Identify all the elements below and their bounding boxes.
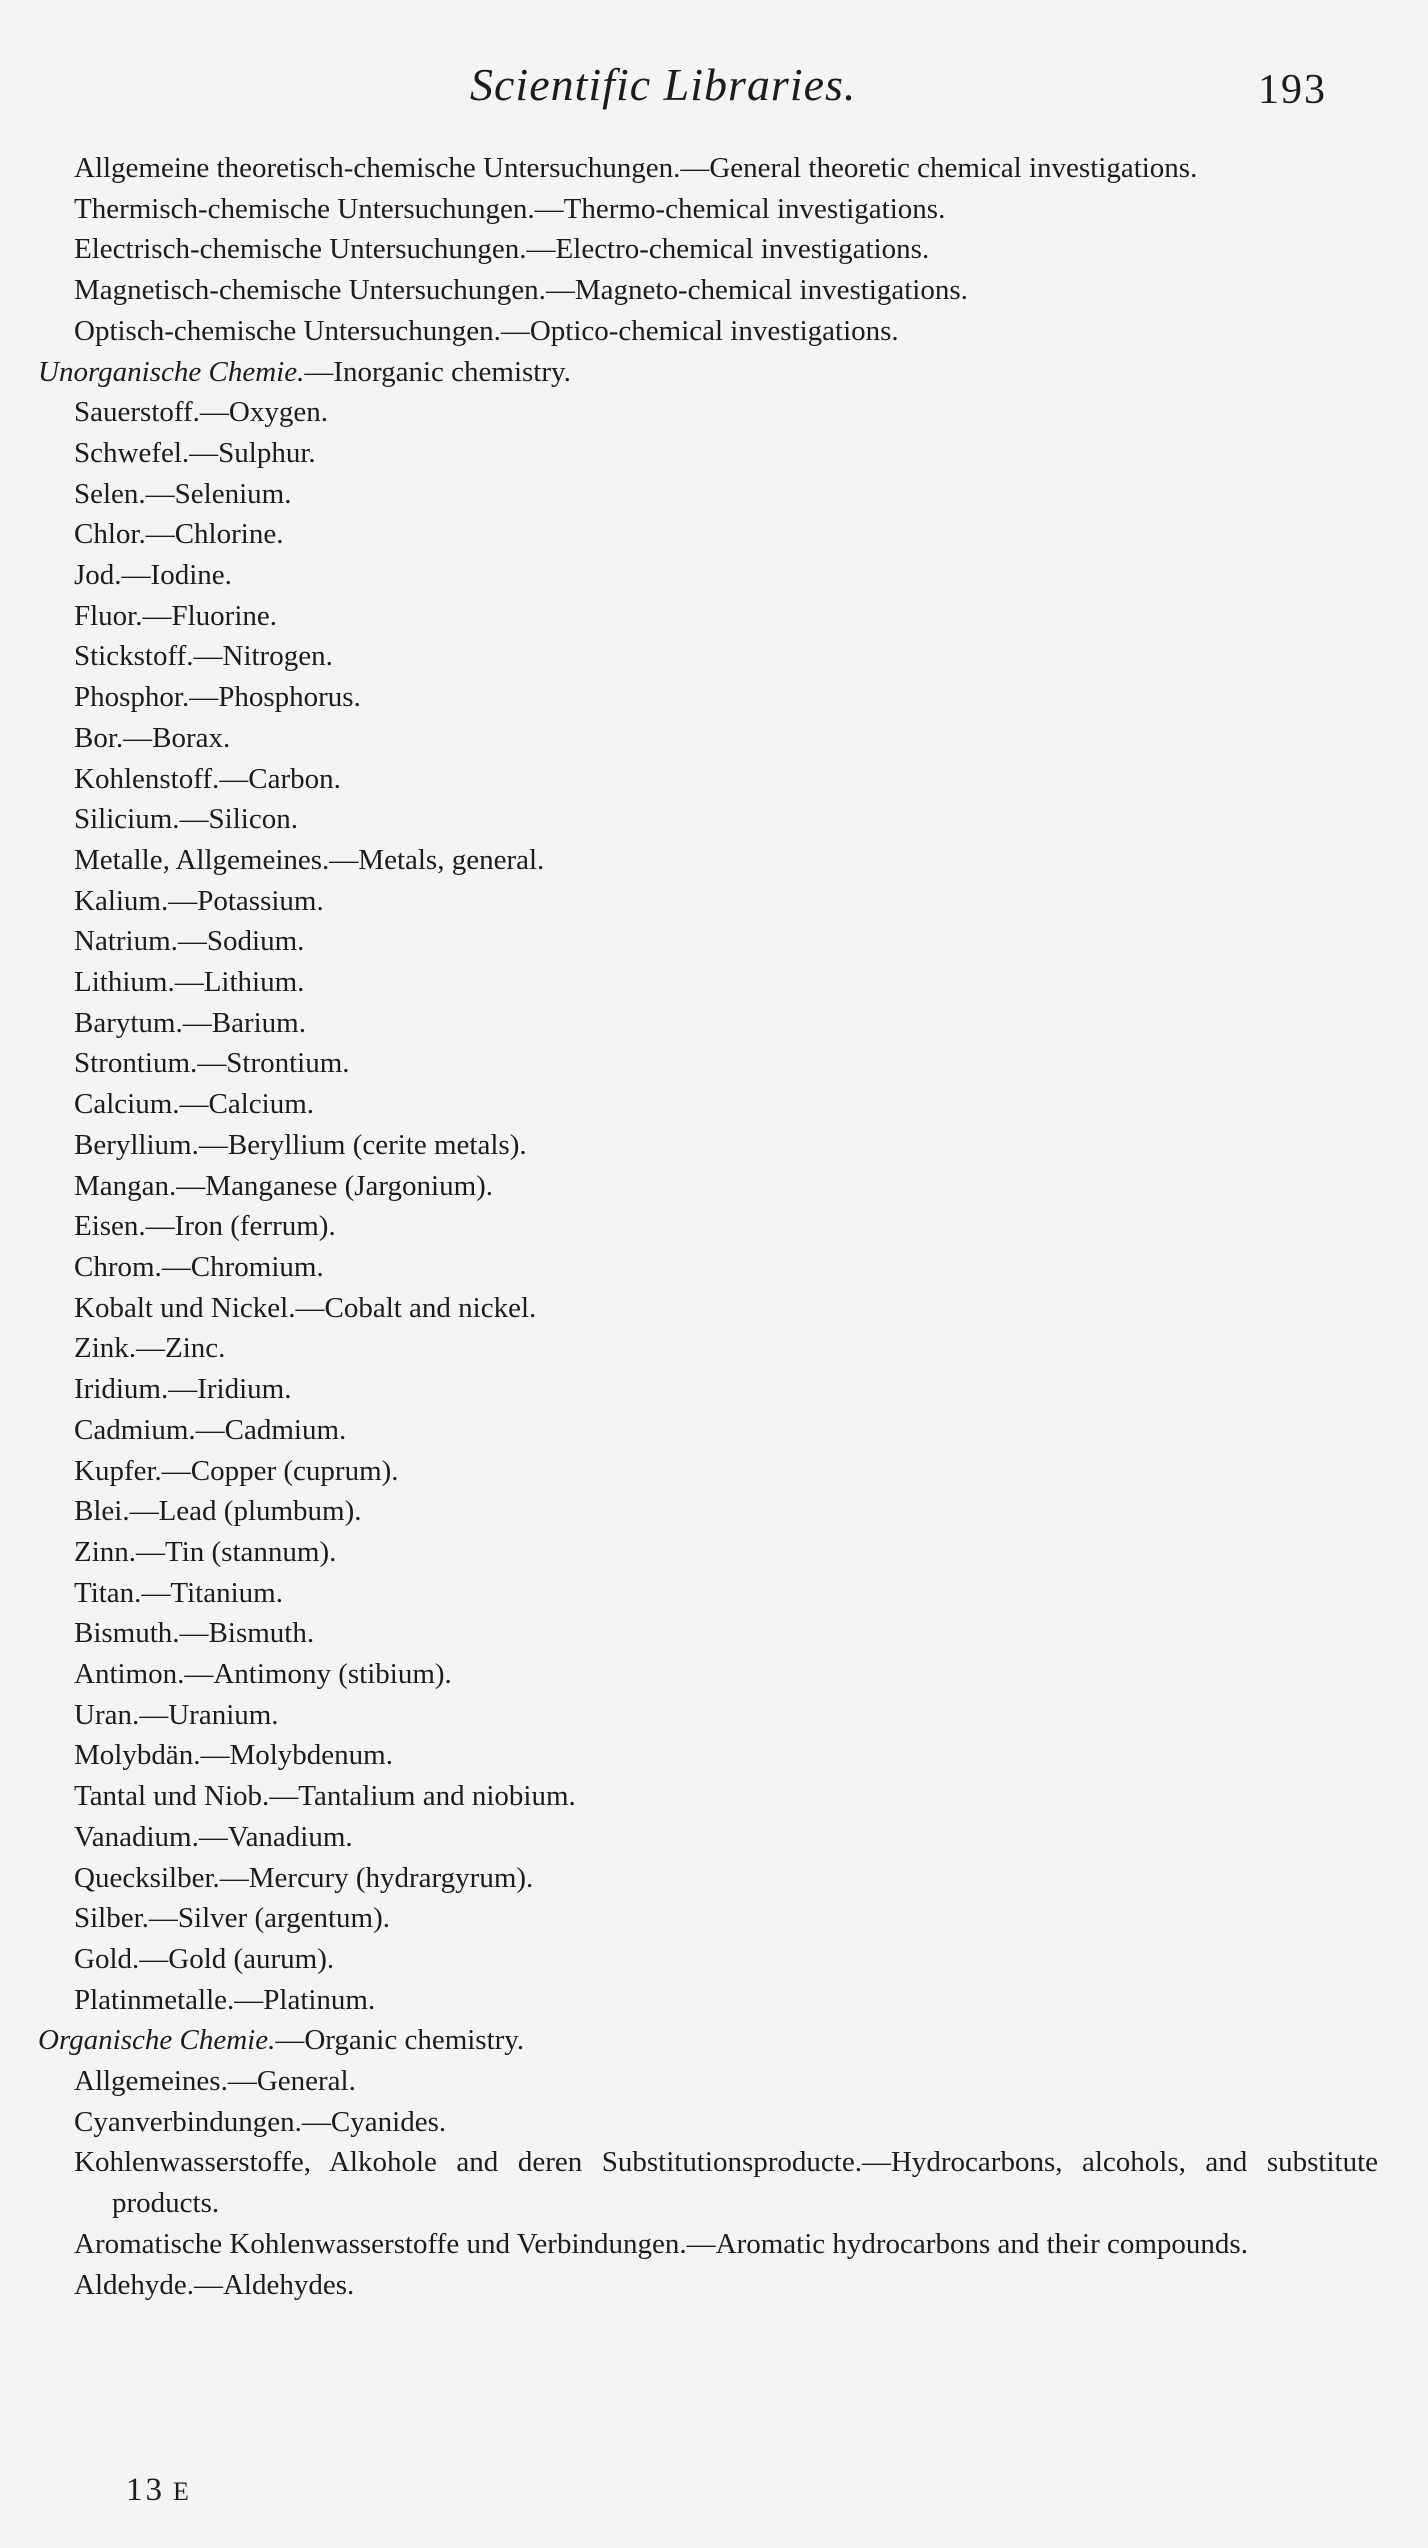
list-item: Chrom.—Chromium. bbox=[74, 1250, 324, 1283]
list-item: Bismuth.—Bismuth. bbox=[74, 1617, 315, 1650]
list-item: Tantal und Niob.—Tantalium and niobium. bbox=[74, 1780, 576, 1813]
section-heading bbox=[38, 352, 1378, 393]
list-item: Iridium.—Iridium. bbox=[74, 1373, 292, 1406]
list-item: Optisch-chemische Untersuchungen.—Optico-chemical investigations. bbox=[74, 314, 899, 347]
list-item: Uran.—Uranium. bbox=[74, 1698, 279, 1731]
list-item: Bor.—Borax. bbox=[74, 721, 231, 754]
list-item: Mangan.—Manganese (Jargonium). bbox=[74, 1169, 494, 1202]
signature-number: 13 bbox=[126, 2472, 165, 2508]
list-item: Barytum.—Barium. bbox=[74, 1006, 306, 1039]
list-item: Eisen.—Iron (ferrum). bbox=[74, 1210, 336, 1243]
list-item: Cyanverbindungen.—Cyanides. bbox=[74, 2105, 447, 2138]
list-item: Cadmium.—Cadmium. bbox=[74, 1413, 347, 1446]
list-item: Silicium.—Silicon. bbox=[74, 803, 298, 836]
list-item: Metalle, Allgemeines.—Metals, general. bbox=[74, 843, 545, 876]
list-item: Jod.—Iodine. bbox=[74, 559, 232, 592]
running-header-title: Scientific Libraries. bbox=[470, 59, 857, 110]
list-item: Vanadium.—Vanadium. bbox=[74, 1820, 353, 1853]
list-item: Molybdän.—Molybdenum. bbox=[74, 1739, 393, 1772]
list-item: Chlor.—Chlorine. bbox=[74, 518, 284, 551]
signature-letter: E bbox=[173, 2477, 192, 2506]
list-item: Zink.—Zinc. bbox=[74, 1332, 226, 1365]
list-item: Titan.—Titanium. bbox=[74, 1576, 283, 1609]
list-item: Kohlenwasserstoffe, Alkohole and deren Substitutionsproducte.—Hydrocarbons, alcohols, and substitute products. bbox=[74, 2146, 1378, 2220]
signature-mark bbox=[126, 2472, 192, 2509]
list-item: Platinmetalle.—Platinum. bbox=[74, 1983, 376, 2016]
list-item: Kupfer.—Copper (cuprum). bbox=[74, 1454, 399, 1487]
list-item: Natrium.—Sodium. bbox=[74, 925, 305, 958]
list-item: Allgemeines.—General. bbox=[74, 2065, 356, 2098]
list-item: Beryllium.—Beryllium (cerite metals). bbox=[74, 1128, 527, 1161]
list-item: Kobalt und Nickel.—Cobalt and nickel. bbox=[74, 1291, 537, 1324]
list-item: Gold.—Gold (aurum). bbox=[74, 1942, 335, 1975]
list-item: Stickstoff.—Nitrogen. bbox=[74, 640, 333, 673]
list-item: Antimon.—Antimony (stibium). bbox=[74, 1658, 452, 1691]
list-item: Silber.—Silver (argentum). bbox=[74, 1902, 390, 1935]
list-item: Thermisch-chemische Untersuchungen.—Thermo-chemical investigations. bbox=[74, 192, 946, 225]
list-item: Schwefel.—Sulphur. bbox=[74, 436, 316, 469]
list-item: Aldehyde.—Aldehydes. bbox=[74, 2268, 355, 2301]
list-item: Kohlenstoff.—Carbon. bbox=[74, 762, 341, 795]
list-item: Blei.—Lead (plumbum). bbox=[74, 1495, 362, 1528]
list-item: Phosphor.—Phosphorus. bbox=[74, 681, 361, 714]
list-item: Zinn.—Tin (stannum). bbox=[74, 1535, 337, 1568]
list-item: Quecksilber.—Mercury (hydrargyrum). bbox=[74, 1861, 534, 1894]
page-number: 193 bbox=[1258, 67, 1327, 113]
subject-list bbox=[38, 148, 1378, 2305]
list-item: Allgemeine theoretisch-chemische Untersuchungen.—General theoretic chemical investigations. bbox=[74, 152, 1198, 184]
section-translation: —Organic chemistry. bbox=[275, 2024, 525, 2057]
list-item: Aromatische Kohlenwasserstoffe und Verbindungen.—Aromatic hydrocarbons and their compounds. bbox=[74, 2227, 1248, 2260]
list-item: Kalium.—Potassium. bbox=[74, 884, 324, 917]
list-item: Magnetisch-chemische Untersuchungen.—Magneto-chemical investigations. bbox=[74, 274, 968, 307]
list-item: Selen.—Selenium. bbox=[74, 477, 292, 510]
list-item: Electrisch-chemische Untersuchungen.—Electro-chemical investigations. bbox=[74, 233, 930, 266]
section-title: Unorganische Chemie. bbox=[38, 355, 305, 388]
section-title: Organische Chemie. bbox=[38, 2024, 276, 2057]
list-item: Calcium.—Calcium. bbox=[74, 1088, 315, 1121]
list-item: Fluor.—Fluorine. bbox=[74, 599, 278, 632]
list-item: Lithium.—Lithium. bbox=[74, 966, 305, 999]
section-translation: —Inorganic chemistry. bbox=[304, 355, 571, 388]
section-heading bbox=[38, 2020, 1378, 2061]
list-item: Strontium.—Strontium. bbox=[74, 1047, 350, 1080]
list-item: Sauerstoff.—Oxygen. bbox=[74, 396, 328, 429]
